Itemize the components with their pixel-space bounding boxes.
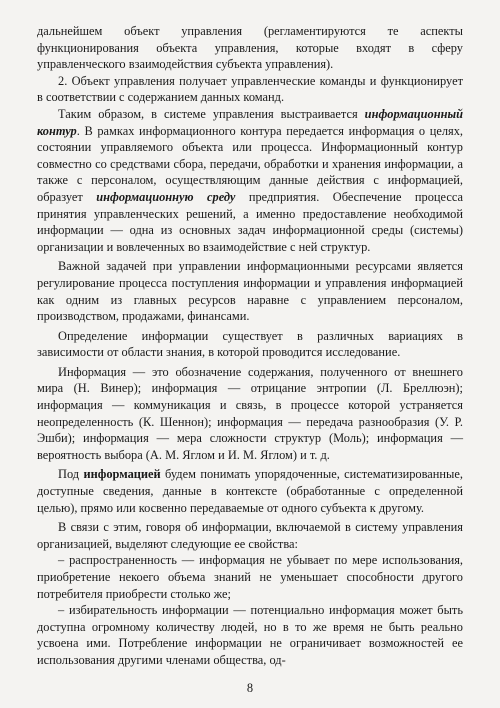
paragraph bbox=[37, 258, 463, 324]
paragraph-text: – распространенность — информация не убывает по мере использования, приобретение некоего объема знаний не уменьшает способности другого потребителя приобрести столько же; bbox=[37, 553, 463, 601]
paragraph-text: В связи с этим, говоря об информации, включаемой в систему управления организацией, выделяют следующие ее свойства: bbox=[37, 520, 463, 551]
paragraph bbox=[37, 519, 463, 552]
paragraph-text: Определение информации существует в различных вариациях в зависимости от области знания, в которой проводится исследование. bbox=[37, 328, 463, 360]
emphasized-term: информационную среду bbox=[96, 189, 236, 204]
paragraph-text: – избирательность информации — потенциально информация может быть доступна огромному количеству людей, но в то же время не быть реально усвоена ими. Потребление информации не ограничивает возможностей ее использования другими членами общества, од- bbox=[37, 603, 463, 667]
paragraph bbox=[37, 552, 463, 602]
page-number: 8 bbox=[246, 681, 254, 695]
paragraph bbox=[37, 106, 463, 255]
paragraph-text: будем понимать упорядоченные, систематизированные, доступные сведения, данные в контексте (обработанные с определенной целью), прямо или косвенно передаваемые от одного субъекта к другому. bbox=[37, 467, 463, 515]
paragraph-text: Информация — это обозначение содержания, полученного от внешнего мира (Н. Винер); информация — отрицание энтропии (Л. Бреллюэн); информация — коммуникация и связь, в процессе которой устраняется неопределенность (К. Шеннон); информация — передача разнообразия (У. Р. Эшби); информация — мера сложности структур (Моль); информация — вероятность выбора (А. М. Яглом и И. М. Яглом) и т. д. bbox=[37, 364, 463, 462]
paragraph-text: дальнейшем объект управления (регламентируются те аспекты функционирования объекта управления, которые входят в сферу управленческого взаимодействия субъекта управления). bbox=[37, 24, 463, 72]
paragraph bbox=[37, 23, 463, 73]
paragraph-text: Важной задачей при управлении информационными ресурсами является регулирование процесса поступления информации и управления информацией как одним из главных ресурсов наравне с управлением персоналом, производством, продажами, финансами. bbox=[37, 259, 463, 324]
paragraph-text: Таким образом, в системе управления выстраивается bbox=[58, 106, 365, 121]
paragraph-text: Под bbox=[58, 467, 84, 482]
paragraph-text: . В рамках информационного контура передается информация о целях, состоянии управляемого объекта или процесса. Информационный контур совместно со средствами сбора, передачи, обработки и хранения информации, а также с персоналом, осуществляющим данные действия с информацией, образует bbox=[37, 123, 463, 204]
paragraph bbox=[37, 73, 463, 106]
emphasized-term: информационный контур bbox=[37, 106, 463, 138]
paragraph-text: предприятия. Обеспечение процесса принятия управленческих решений, а именно предоставление необходимой информации — одна из основных задач информационной среды (системы) организации и вовлеченных во взаимодействие с ней структур. bbox=[37, 189, 463, 254]
bold-term: информацией bbox=[83, 467, 161, 482]
paragraph bbox=[37, 466, 463, 516]
paragraph-text: 2. Объект управления получает управленческие команды и функционирует в соответствии с содержанием данных команд. bbox=[37, 73, 463, 105]
body-text bbox=[37, 23, 463, 669]
paragraph bbox=[37, 328, 463, 361]
paragraph bbox=[37, 602, 463, 668]
paragraph bbox=[37, 364, 463, 464]
